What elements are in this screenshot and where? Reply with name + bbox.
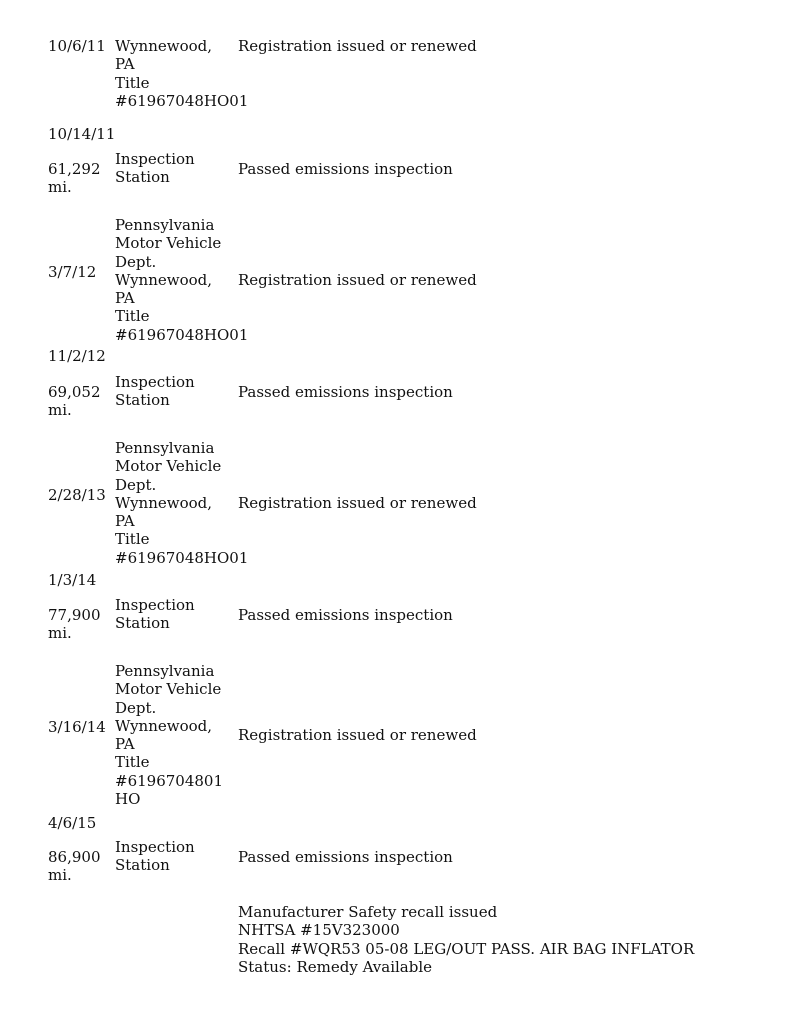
date-cell: 3/16/14 xyxy=(48,718,106,736)
date-cell: 10/6/11 xyxy=(48,37,106,55)
date-cell: 10/14/11 xyxy=(48,125,116,143)
event-cell: Passed emissions inspection xyxy=(238,383,453,401)
event-cell: Registration issued or renewed xyxy=(238,37,477,55)
event-cell: Registration issued or renewed xyxy=(238,726,477,744)
mileage-cell: 61,292 mi. xyxy=(48,160,101,197)
mileage-cell: 77,900 mi. xyxy=(48,606,101,643)
date-cell: 3/7/12 xyxy=(48,263,97,281)
mileage-cell: 86,900 mi. xyxy=(48,848,101,885)
date-cell: 2/28/13 xyxy=(48,486,106,504)
source-cell: Inspection Station xyxy=(115,596,195,633)
source-cell: Inspection Station xyxy=(115,373,195,410)
date-cell: 11/2/12 xyxy=(48,347,106,365)
recall-notice: Manufacturer Safety recall issued NHTSA #15V323000 Recall #WQR53 05-08 LEG/OUT PASS. AIR BAG INFLATOR Status: Remedy Available xyxy=(238,903,695,976)
source-cell: Inspection Station xyxy=(115,838,195,875)
source-cell: Pennsylvania Motor Vehicle Dept. Wynnewood, PA Title #61967048HO01 xyxy=(115,439,249,567)
event-cell: Passed emissions inspection xyxy=(238,848,453,866)
date-cell: 4/6/15 xyxy=(48,814,97,832)
source-cell: Pennsylvania Motor Vehicle Dept. Wynnewood, PA Title #61967048HO01 xyxy=(115,216,249,344)
event-cell: Passed emissions inspection xyxy=(238,606,453,624)
source-cell: Inspection Station xyxy=(115,150,195,187)
source-cell: Wynnewood, PA Title #61967048HO01 xyxy=(115,37,249,110)
event-cell: Registration issued or renewed xyxy=(238,494,477,512)
event-cell: Passed emissions inspection xyxy=(238,160,453,178)
event-cell: Registration issued or renewed xyxy=(238,271,477,289)
mileage-cell: 69,052 mi. xyxy=(48,383,101,420)
date-cell: 1/3/14 xyxy=(48,571,97,589)
source-cell: Pennsylvania Motor Vehicle Dept. Wynnewood, PA Title #6196704801 HO xyxy=(115,662,224,809)
